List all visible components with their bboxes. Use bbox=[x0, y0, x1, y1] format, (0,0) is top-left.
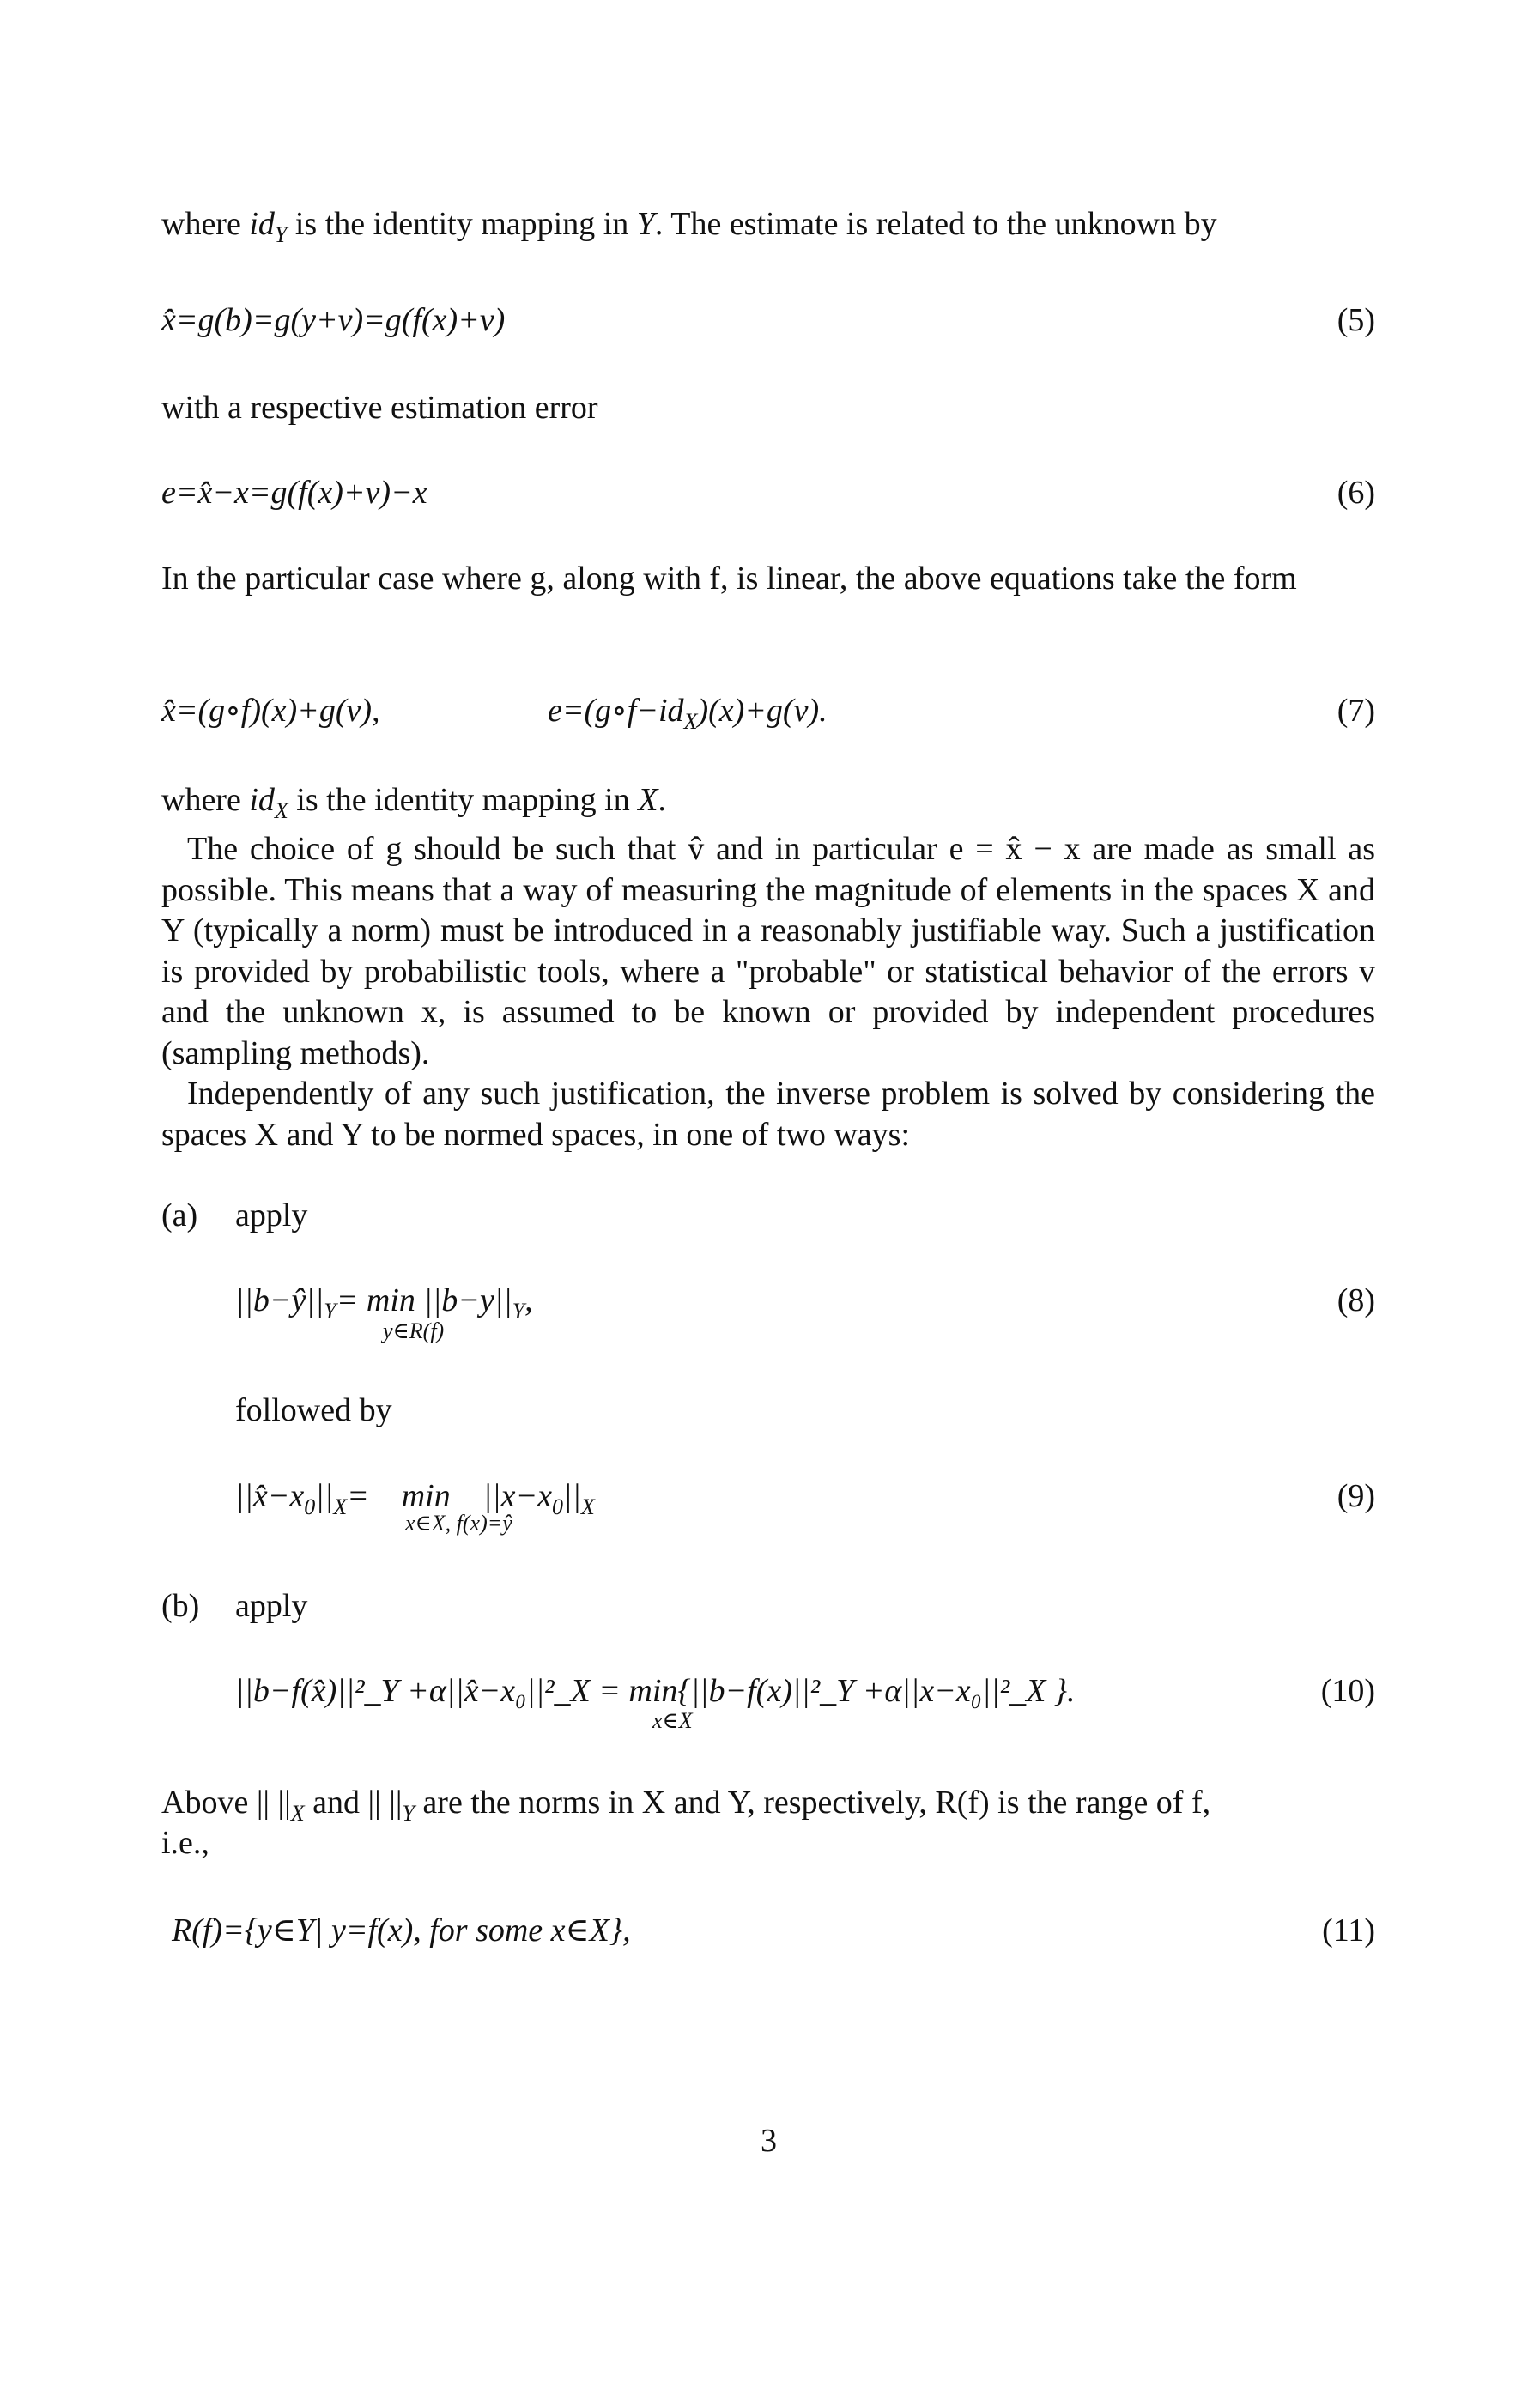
equation-number-8: (8) bbox=[1337, 1282, 1375, 1318]
equation-7a: x̂=(g∘f)(x)+g(v), bbox=[161, 693, 380, 729]
equation-number-11: (11) bbox=[1322, 1912, 1375, 1949]
text-line-norms: Above || $||_X$ and || $||_Y$ are the norms in X and Y, respectively, R(f) is the range of f, bbox=[161, 1785, 1211, 1826]
list-text-b-apply: apply bbox=[235, 1588, 308, 1624]
equation-5: x̂=g(b)=g(y+v)=g(f(x)+v) bbox=[161, 302, 506, 338]
text-paragraph-normed-spaces: Independently of any such justification, the inverse problem is solved by considering the spaces X and Y to be normed spaces, in one of two ways: bbox=[161, 1076, 1375, 1153]
list-label-a: (a) bbox=[161, 1197, 198, 1233]
text-paragraph-linear-case: In the particular case where g, along with f, is linear, the above equations take the form bbox=[161, 561, 1297, 597]
equation-9-subscript: x∈X, f(x)=ŷ bbox=[405, 1511, 512, 1536]
text-followed-by: followed by bbox=[235, 1392, 392, 1428]
equation-11: R(f)={y∈Y| y=f(x), for some x∈X}, bbox=[172, 1912, 631, 1949]
equation-number-5: (5) bbox=[1337, 302, 1375, 338]
equation-10: ||b−f(x̂)||²_Y +α||x̂−x₀||²_X = min{||b−f(x)||²_Y +α||x−x₀||²_X }. bbox=[235, 1673, 1076, 1709]
equation-number-6: (6) bbox=[1337, 475, 1375, 511]
equation-8: $||b-ŷ||_Y= \min ||b-y||_Y$, bbox=[235, 1282, 533, 1324]
equation-10-subscript: x∈X bbox=[652, 1708, 693, 1733]
text-line-identity-X: where $id_X$ is the identity mapping in X. bbox=[161, 782, 666, 823]
equation-number-10: (10) bbox=[1320, 1673, 1375, 1709]
list-label-b: (b) bbox=[161, 1588, 200, 1624]
equation-number-7: (7) bbox=[1337, 693, 1375, 729]
equation-6: e=x̂−x=g(f(x)+v)−x bbox=[161, 475, 427, 511]
page-number: 3 bbox=[761, 2123, 777, 2159]
equation-8-subscript: y∈R(f) bbox=[383, 1318, 445, 1343]
text-paragraph-choice-of-g: The choice of g should be such that v̂ and in particular e = x̂ − x are made as small as possible. This means that a way of measuring the magnitude of elements in the spaces X and Y (typically a norm) must be introduced in a reasonably justifiable way. Such a justification is provided by probabilistic tools, where a "probable" or statistical behavior of the errors v and the unknown x, is assumed to be known or provided by independent procedures (sampling methods). bbox=[161, 831, 1375, 1071]
equation-9: $||x̂-x_0||_X=$ min $||x-x_0||_X$ bbox=[235, 1478, 595, 1519]
list-text-a-apply: apply bbox=[235, 1197, 308, 1233]
text-line-estimation-error: with a respective estimation error bbox=[161, 390, 598, 426]
text-line-identity-Y: where $id_Y$ is the identity mapping in Y. The estimate is related to the unknown by bbox=[161, 206, 1217, 247]
equation-7b: $e=(g\circ f-id_X)(x)+g(v)$. bbox=[548, 693, 828, 734]
equation-number-9: (9) bbox=[1337, 1478, 1375, 1514]
text-line-ie: i.e., bbox=[161, 1825, 209, 1861]
